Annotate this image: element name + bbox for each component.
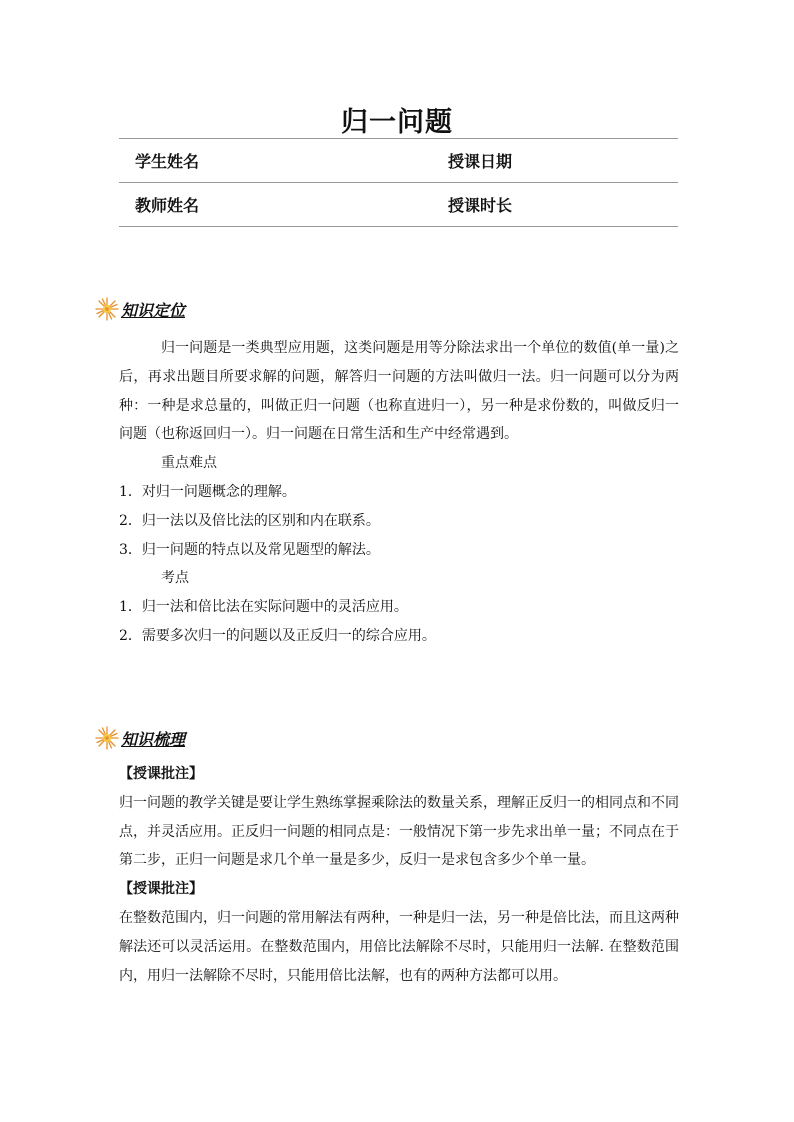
info-row-2 bbox=[119, 182, 678, 226]
teacher-name-label: 教师姓名 bbox=[135, 196, 200, 215]
section2-content bbox=[119, 760, 679, 990]
info-row-1 bbox=[119, 139, 678, 182]
teaching-note-label: 【授课批注】 bbox=[119, 766, 203, 782]
teaching-note-text: 在整数范围内，归一问题的常用解法有两种，一种是归一法，另一种是倍比法，而且这两种解法还可以灵活运用。在整数范围内，用倍比法解除不尽时，只能用归一法解. 在整数范围内，用归一法解除不尽时，只能用倍比法解，也有的两种方法都可以用。 bbox=[119, 909, 679, 984]
section-heading-knowledge-position bbox=[94, 296, 185, 322]
section-heading-knowledge-review bbox=[94, 725, 185, 751]
key-point-item: 3．归一问题的特点以及常见题型的解法。 bbox=[119, 541, 380, 558]
exam-point-item: 2．需要多次归一的问题以及正反归一的综合应用。 bbox=[119, 627, 436, 644]
date-label: 授课日期 bbox=[448, 152, 513, 171]
duration-label: 授课时长 bbox=[448, 196, 513, 215]
key-point-item: 2．归一法以及倍比法的区别和内在联系。 bbox=[119, 512, 380, 529]
exam-points-label: 考点 bbox=[161, 570, 189, 587]
section1-content bbox=[119, 334, 679, 651]
page-title: 归一问题 bbox=[341, 107, 453, 138]
exam-point-item: 1．归一法和倍比法在实际问题中的灵活应用。 bbox=[119, 599, 408, 616]
student-name-label: 学生姓名 bbox=[135, 152, 200, 171]
intro-paragraph: 归一问题是一类典型应用题，这类问题是用等分除法求出一个单位的数值(单一量)之后，再求出题目所要求解的问题，解答归一问题的方法叫做归一法。归一问题可以分为两种：一种是求总量的，叫做正归一问题（也称直进归一），另一种是求份数的，叫做反归一问题（也称返回归一）。归一问题在日常生活和生产中经常遇到。 bbox=[119, 340, 679, 443]
teaching-note-label: 【授课批注】 bbox=[119, 881, 203, 898]
info-table bbox=[119, 138, 678, 227]
key-points-label: 重点难点 bbox=[161, 455, 217, 472]
key-point-item: 1．对归一问题概念的理解。 bbox=[119, 483, 296, 500]
section-title: 知识梳理 bbox=[121, 729, 186, 749]
teaching-note-text: 归一问题的教学关键是要让学生熟练掌握乘除法的数量关系，理解正反归一的相同点和不同点，并灵活应用。正反归一问题的相同点是：一般情况下第一步先求出单一量；不同点在于第二步，正归一问题是求几个单一量是多少，反归一是求包含多少个单一量。 bbox=[119, 794, 679, 869]
sparkle-icon bbox=[94, 296, 120, 322]
sparkle-icon bbox=[94, 725, 120, 751]
section-title: 知识定位 bbox=[121, 300, 186, 320]
